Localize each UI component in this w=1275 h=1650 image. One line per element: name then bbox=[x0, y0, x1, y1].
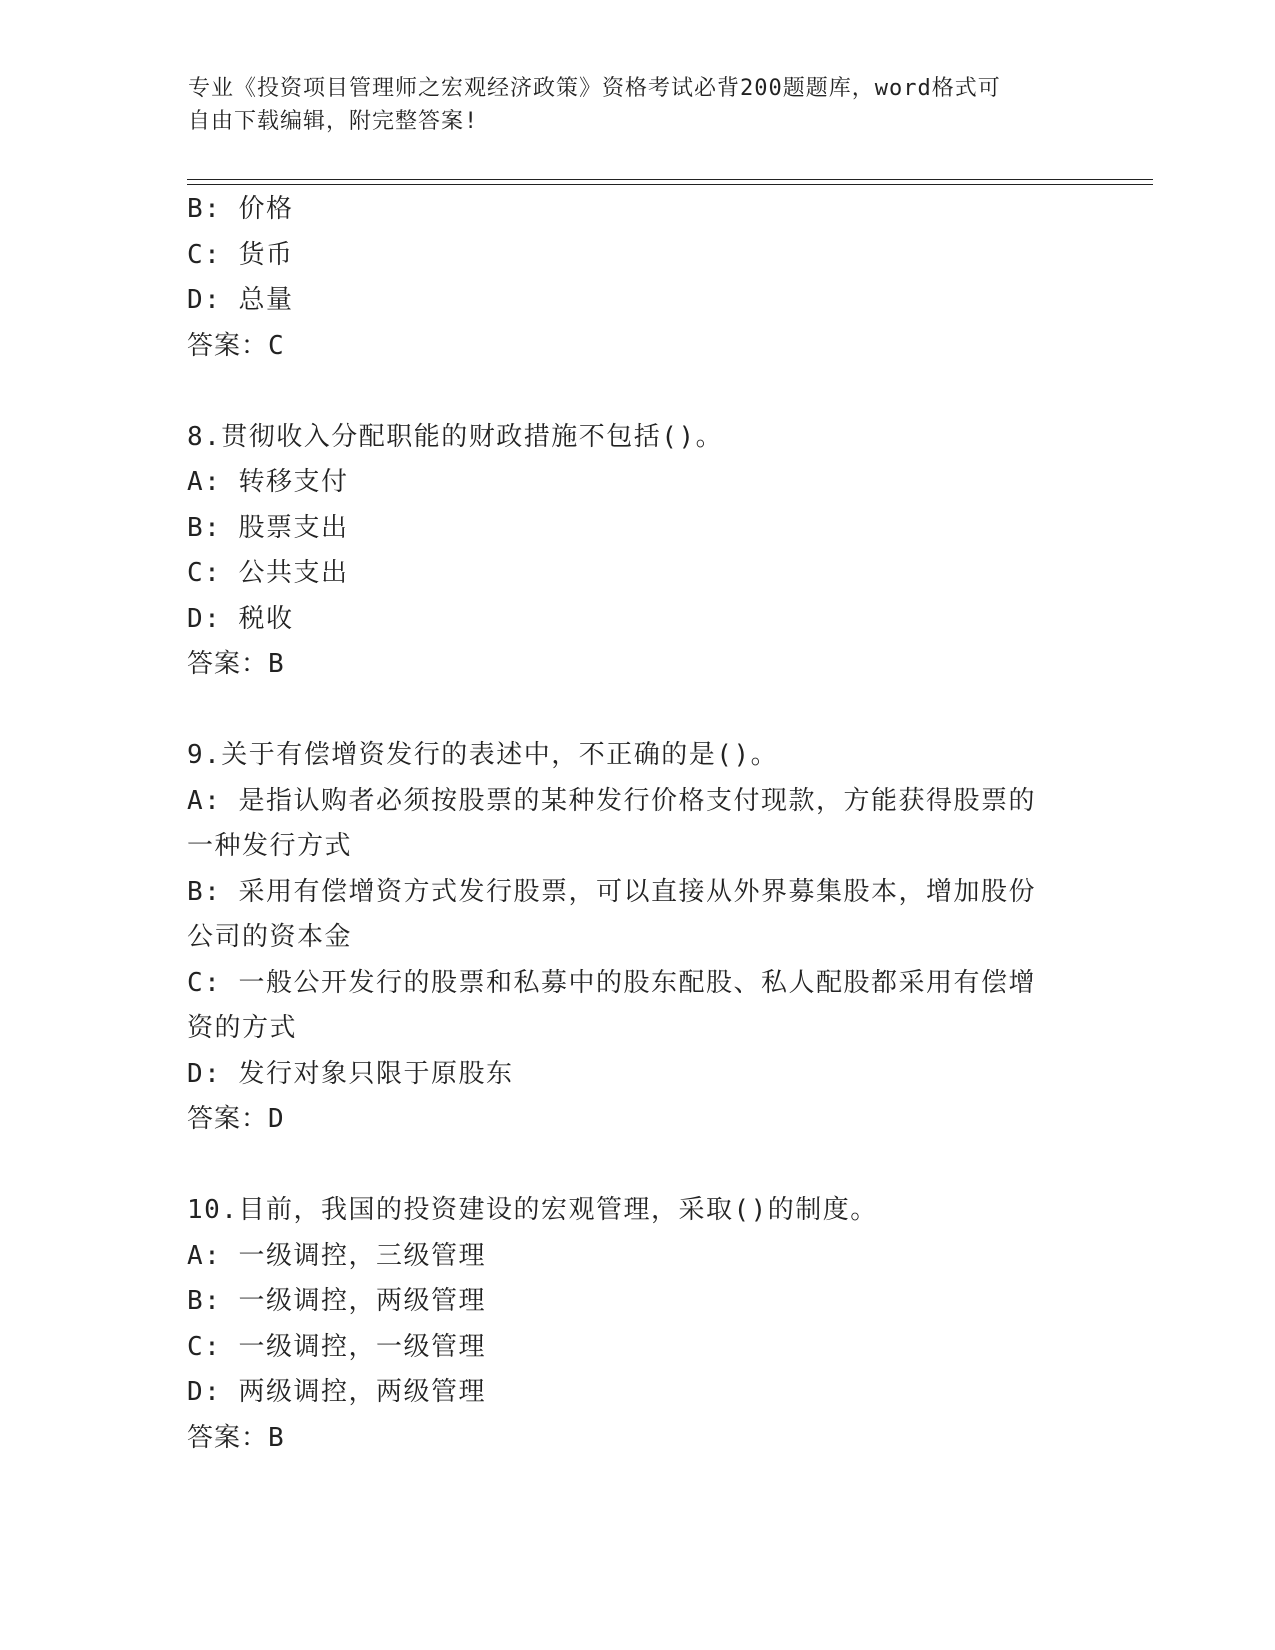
option-line: A: 是指认购者必须按股票的某种发行价格支付现款，方能获得股票的 bbox=[187, 785, 1036, 816]
question-8 bbox=[187, 415, 1067, 688]
answer-label: 答案： bbox=[187, 649, 269, 679]
answer-value: B bbox=[268, 1422, 285, 1453]
option-line: D: 发行对象只限于原股东 bbox=[187, 1058, 514, 1089]
answer-value: C bbox=[268, 330, 285, 361]
document-header bbox=[188, 72, 1068, 138]
option-line: A: 一级调控，三级管理 bbox=[187, 1240, 486, 1271]
option-line-continued: 一种发行方式 bbox=[187, 831, 353, 861]
question-stem: 9.关于有偿增资发行的表述中，不正确的是()。 bbox=[187, 740, 779, 770]
option-line: A: 转移支付 bbox=[187, 467, 349, 497]
document-body bbox=[187, 187, 1067, 1461]
answer-label: 答案： bbox=[187, 330, 269, 361]
option-line-continued: 公司的资本金 bbox=[187, 922, 353, 952]
option-line: C: 公共支出 bbox=[187, 558, 349, 588]
header-title-line-2: 自由下载编辑，附完整答案! bbox=[188, 109, 479, 134]
answer-line bbox=[187, 1416, 1067, 1462]
answer-value: D bbox=[268, 1104, 285, 1134]
option-line: B: 采用有偿增资方式发行股票，可以直接从外界募集股本，增加股份 bbox=[187, 876, 1036, 907]
question-stem: 8.贯彻收入分配职能的财政措施不包括()。 bbox=[187, 421, 724, 452]
answer-line bbox=[187, 642, 1067, 688]
option-line: B: 价格 bbox=[187, 194, 294, 224]
option-line: D: 总量 bbox=[187, 285, 294, 315]
option-line: D: 两级调控，两级管理 bbox=[187, 1377, 486, 1407]
header-title-line-1: 专业《投资项目管理师之宏观经济政策》资格考试必背200题题库，word格式可 bbox=[188, 76, 1001, 101]
answer-value: B bbox=[268, 649, 285, 679]
header-rule-bottom bbox=[187, 184, 1153, 185]
header-rule-top bbox=[187, 179, 1153, 180]
answer-label: 答案： bbox=[187, 1104, 269, 1134]
option-line: B: 一级调控，两级管理 bbox=[187, 1286, 486, 1316]
option-line: B: 股票支出 bbox=[187, 512, 349, 543]
option-line: C: 一级调控，一级管理 bbox=[187, 1331, 486, 1362]
answer-line bbox=[187, 324, 1067, 370]
question-9 bbox=[187, 733, 1067, 1143]
answer-line bbox=[187, 1097, 1067, 1143]
option-line-continued: 资的方式 bbox=[187, 1013, 298, 1043]
answer-label: 答案： bbox=[187, 1422, 269, 1453]
question-10 bbox=[187, 1188, 1067, 1461]
question-7-continuation bbox=[187, 187, 1067, 369]
question-stem: 10.目前，我国的投资建设的宏观管理，采取()的制度。 bbox=[187, 1195, 878, 1225]
option-line: C: 货币 bbox=[187, 239, 294, 270]
option-line: D: 税收 bbox=[187, 603, 294, 634]
option-line: C: 一般公开发行的股票和私募中的股东配股、私人配股都采用有偿增 bbox=[187, 967, 1036, 998]
